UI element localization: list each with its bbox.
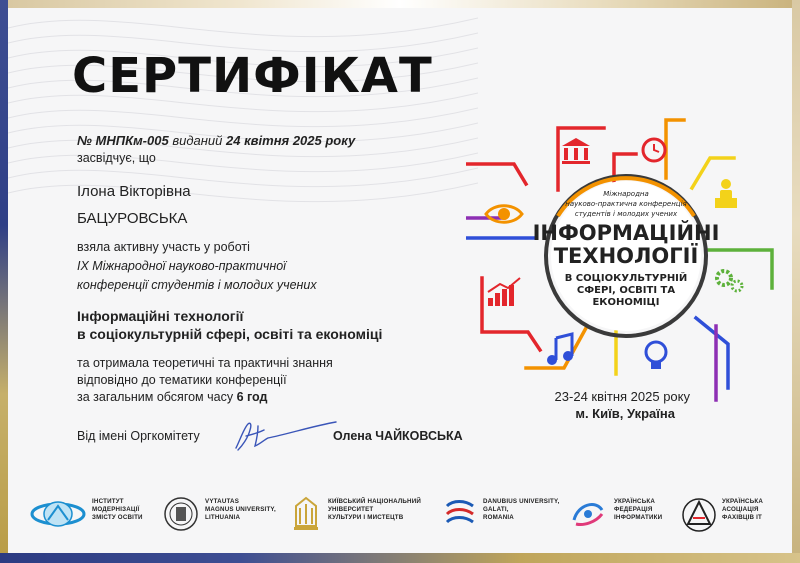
logo-subtitle-line2: науково-практична конференція: [565, 200, 687, 208]
issue-date: 24 квітня 2025 року: [226, 133, 356, 148]
partner-knukim: [288, 492, 443, 538]
logo-line-blue: [696, 318, 728, 388]
partner-name: УКРАЇНСЬКА АСОЦІАЦІЯ ФАХІВЦІВ ІТ: [722, 498, 764, 521]
logo-main-line1: ІНФОРМАЦІЙНІ: [532, 221, 720, 245]
recipient-name-line2: БАЦУРОВСЬКА: [77, 210, 188, 227]
gears-icon: [717, 271, 742, 291]
participation-line2: ІХ Міжнародної науково-практичної: [77, 259, 286, 273]
conference-place: м. Київ, Україна: [575, 406, 675, 421]
bank-icon: [562, 138, 590, 164]
certificate-number: № МНПКм-005: [77, 133, 169, 148]
participation-line1: взяла активну участь у роботі: [77, 240, 250, 254]
speaker-icon: [715, 179, 737, 208]
vytautas-seal-icon: [163, 496, 201, 532]
partner-name: VYTAUTAS MAGNUS UNIVERSITY, LITHUANIA: [205, 498, 276, 521]
ukr-association-it-logo-icon: [680, 496, 718, 534]
partner-institute-modernization: [28, 492, 153, 538]
music-note-icon: [547, 334, 573, 365]
partner-ukr-federation-informatics: [568, 492, 678, 538]
lightbulb-icon: [646, 342, 666, 369]
partner-danubius: [443, 492, 568, 538]
issue-line: [77, 133, 355, 148]
eye-icon: [486, 206, 522, 223]
partner-name: КИЇВСЬКИЙ НАЦІОНАЛЬНИЙ УНІВЕРСИТЕТ КУЛЬТУРИ І МИСТЕЦТВ: [328, 498, 422, 521]
signature-label: Від імені Оргкомітету: [77, 429, 200, 443]
handwritten-signature: [228, 416, 338, 456]
knowledge-line2: відповідно до тематики конференції: [77, 373, 287, 387]
logo-subtitle-line1: Міжнародна: [603, 190, 649, 198]
topic-line1: Інформаційні технології: [77, 308, 244, 324]
growth-chart-icon: [488, 278, 520, 306]
frame-top-border: [0, 0, 800, 8]
danubius-logo-icon: [443, 496, 477, 532]
frame-bottom-border: [0, 553, 800, 563]
certificate-title: СЕРТИФІКАТ: [72, 48, 433, 104]
knukim-crest-icon: [288, 496, 324, 534]
certifies-text: засвідчує, що: [77, 151, 156, 165]
signatory-name: Олена ЧАЙКОВСЬКА: [333, 429, 463, 443]
logo-main-line2: ТЕХНОЛОГІЇ: [553, 244, 699, 268]
partner-vytautas: [163, 492, 293, 538]
topic-line2: в соціокультурній сфері, освіті та економіці: [77, 326, 383, 342]
logo-sub-line2: СФЕРІ, ОСВІТІ ТА: [576, 285, 676, 296]
participation-line3: конференції студентів і молодих учених: [77, 278, 317, 292]
hours-value: 6 год: [236, 390, 268, 404]
logo-sub-line3: ЕКОНОМІЦІ: [592, 297, 660, 308]
knowledge-line1: та отримала теоретичні та практичні знання: [77, 356, 333, 370]
logo-subtitle-line3: студентів і молодих учених: [574, 210, 678, 218]
frame-right-border: [792, 0, 800, 563]
knowledge-line3: [77, 390, 267, 404]
institute-logo-icon: [28, 496, 88, 532]
partner-name: DANUBIUS UNIVERSITY, GALATI, ROMANIA: [483, 498, 560, 521]
recipient-name-line1: Ілона Вікторівна: [77, 183, 191, 200]
frame-left-border: [0, 0, 8, 563]
partners-strip: [28, 492, 788, 538]
conference-dates: 23-24 квітня 2025 року: [554, 389, 690, 404]
issued-text: виданий: [172, 133, 223, 148]
hours-prefix: за загальним обсягом часу: [77, 390, 234, 404]
conference-logo: [466, 118, 786, 418]
clock-icon: [643, 139, 665, 161]
logo-line-orange: [666, 120, 684, 178]
partner-ukr-association-it: [680, 492, 790, 538]
partner-name: ІНСТИТУТ МОДЕРНІЗАЦІЇ ЗМІСТУ ОСВІТИ: [92, 498, 143, 521]
partner-name: УКРАЇНСЬКА ФЕДЕРАЦІЯ ІНФОРМАТИКИ: [614, 498, 663, 521]
ukr-federation-logo-icon: [568, 496, 608, 532]
logo-line-left-red: [466, 164, 526, 184]
logo-sub-line1: В СОЦІОКУЛЬТУРНІЙ: [564, 273, 688, 284]
